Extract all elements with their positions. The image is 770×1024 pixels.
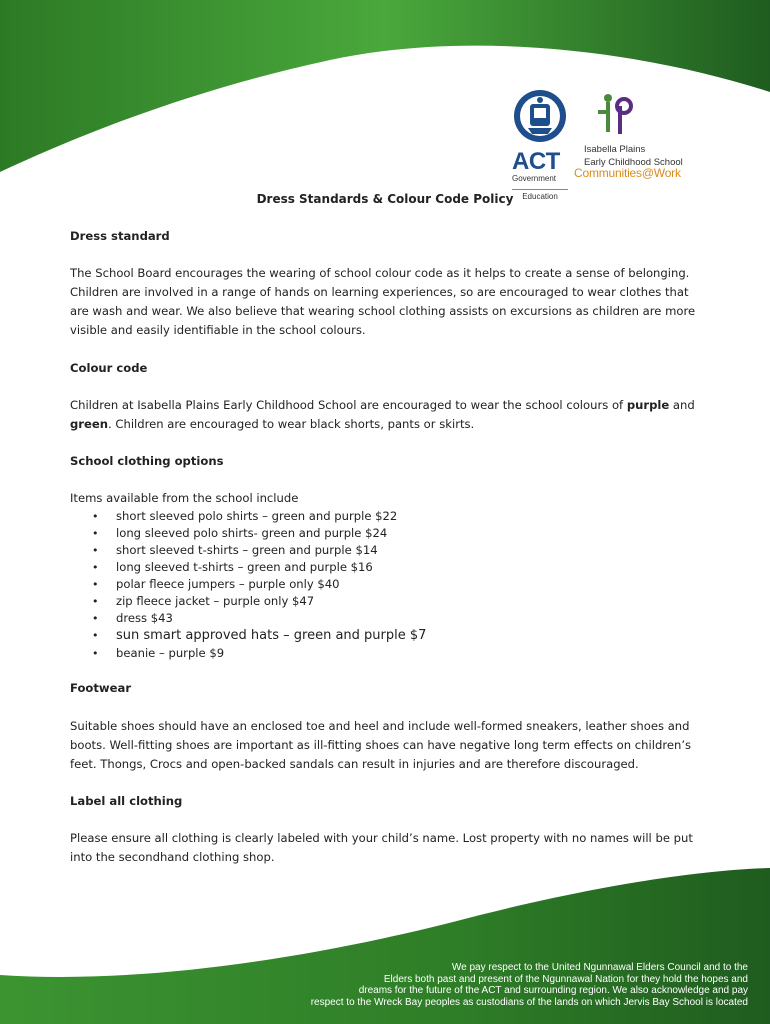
heading-clothing-options: School clothing options [70, 454, 224, 468]
list-item: • sun smart approved hats – green and purple $7 [116, 627, 426, 645]
clothing-intro: Items available from the school include [70, 491, 299, 505]
list-item: • short sleeved polo shirts – green and purple $22 [116, 508, 426, 525]
isabella-plains-logo [582, 92, 692, 168]
school-name-line2: Early Childhood School [584, 157, 683, 168]
colour-purple: purple [626, 398, 670, 412]
label-line-2: into the secondhand clothing shop. [70, 850, 275, 864]
colour-code-text-2b: . Children are encouraged to wear black shorts, pants or skirts. [108, 417, 475, 431]
acknowledgement-line-2: Elders both past and present of the Ngunnawal Nation for they hold the hopes and [383, 973, 748, 985]
list-item: • beanie – purple $9 [116, 645, 426, 662]
colour-code-text-1a: Children at Isabella Plains Early Childhood School are encouraged to wear the school colours of [70, 398, 627, 412]
footwear-line-2: boots. Well-fitting shoes are important as ill-fitting shoes can have negative long term effects on children’s [70, 738, 692, 752]
act-crest-icon [512, 88, 568, 144]
acknowledgement-line-4: respect to the Wreck Bay peoples as custodians of the lands on which Jervis Bay School is located [310, 996, 748, 1008]
act-government-logo [512, 88, 572, 201]
colour-green: green [70, 417, 108, 431]
school-name-line1: Isabella Plains [584, 144, 646, 155]
label-line-1: Please ensure all clothing is clearly labeled with your child’s name. Lost property with no names will be put [70, 831, 693, 845]
acknowledgement-of-country [268, 962, 748, 1008]
list-item: • zip fleece jacket – purple only $47 [116, 593, 426, 610]
footwear-line-3: feet. Thongs, Crocs and open-backed sandals can result in injuries and are therefore discouraged. [70, 757, 639, 771]
dress-standard-line-3: are wash and wear. We also believe that wearing school clothing assists on excursions as children are more [70, 304, 696, 318]
heading-dress-standard: Dress standard [70, 229, 170, 243]
colour-code-line-2 [70, 415, 700, 434]
clothing-items-list [70, 508, 426, 662]
dress-standard-line-4: visible and easily identifiable in the school colours. [70, 323, 366, 337]
colour-code-text-1c: and [669, 398, 695, 412]
acknowledgement-line-1: We pay respect to the United Ngunnawal Elders Council and to the [451, 962, 748, 973]
act-education-label: Education [512, 189, 568, 201]
heading-colour-code: Colour code [70, 361, 148, 375]
colour-code-line-1 [70, 396, 700, 415]
list-item: • dress $43 [116, 610, 426, 627]
heading-label-clothing: Label all clothing [70, 794, 183, 808]
list-item: • long sleeved polo shirts- green and purple $24 [116, 525, 426, 542]
list-item: • short sleeved t-shirts – green and purple $14 [116, 542, 426, 559]
footwear-line-1: Suitable shoes should have an enclosed toe and heel and include well-formed sneakers, leather shoes and [70, 719, 690, 733]
list-item: • long sleeved t-shirts – green and purple $16 [116, 559, 426, 576]
page-title: Dress Standards & Colour Code Policy [256, 192, 514, 206]
heading-footwear: Footwear [70, 681, 132, 695]
act-wordmark: ACT [512, 148, 560, 175]
act-government-label: Government [512, 174, 557, 183]
communities-at-work-logo: Communities@Work [574, 166, 681, 180]
dress-standard-line-2: Children are involved in a range of hands on learning experiences, so are encouraged to wear clothes that [70, 285, 689, 299]
list-item: • polar fleece jumpers – purple only $40 [116, 576, 426, 593]
dress-standard-line-1: The School Board encourages the wearing of school colour code as it helps to create a sense of belonging. [70, 266, 690, 280]
isabella-plains-emblem-icon [596, 92, 636, 138]
acknowledgement-line-3: dreams for the future of the ACT and surrounding region. We also acknowledge and pay [358, 985, 748, 996]
